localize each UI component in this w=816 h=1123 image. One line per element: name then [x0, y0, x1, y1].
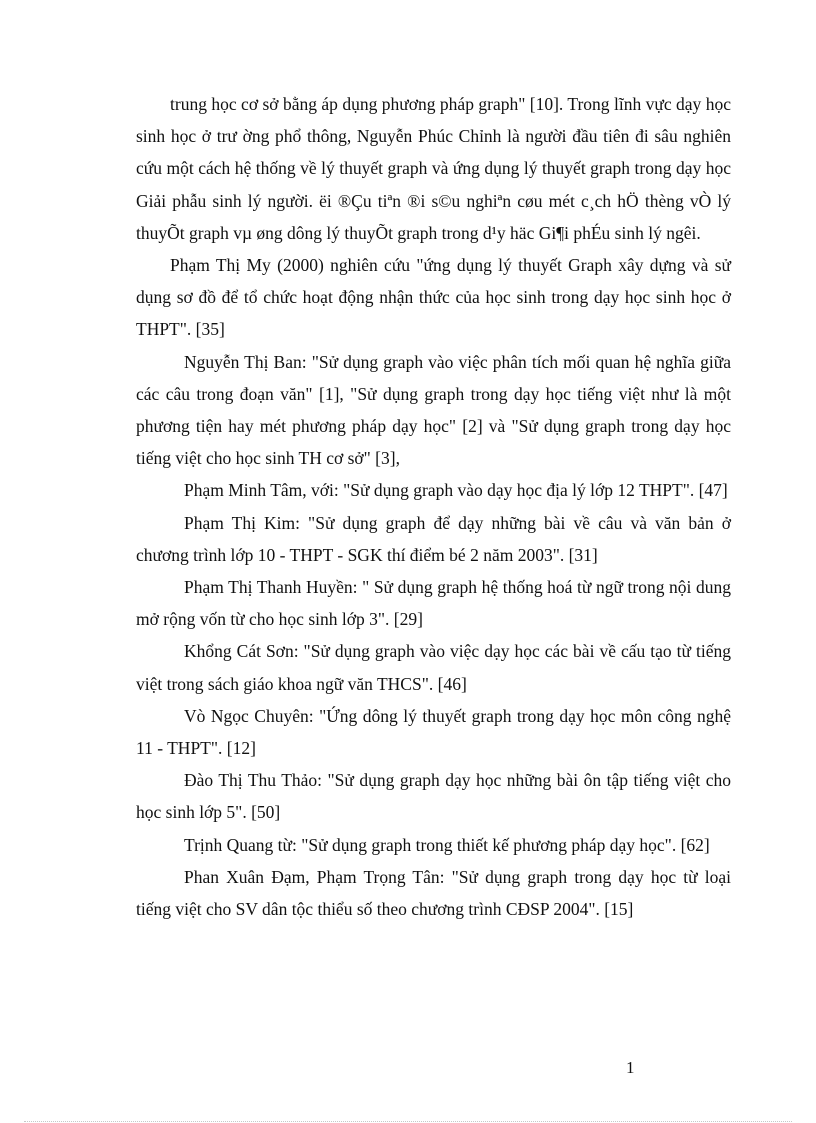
paragraph-6: Phạm Thị Thanh Huyền: " Sử dụng graph hệ thống hoá từ ngữ trong nội dung mở rộng vốn từ cho học sinh lớp 3". [29] [136, 577, 731, 630]
paragraph-10: Trịnh Quang từ: "Sử dụng graph trong thiết kế phương pháp dạy học". [62] [184, 834, 710, 855]
paragraph-2: Phạm Thị My (2000) nghiên cứu "ứng dụng lý thuyết Graph xây dựng và sử dụng sơ đồ để tổ chức hoạt động nhận thức của học sinh trong dạy học sinh học ở THPT". [35] [136, 255, 731, 340]
paragraph-3: Nguyễn Thị Ban: "Sử dụng graph vào việc phân tích mối quan hệ nghĩa giữa các câu trong đoạn văn" [1], "Sử dụng graph trong dạy học tiếng việt như là một phương tiện hay mét phương pháp dạy học" [2] và "Sử dụng graph trong dạy học tiếng việt cho học sinh TH cơ sở" [3], [136, 351, 731, 469]
paragraph-4: Phạm Minh Tâm, với: "Sử dụng graph vào dạy học địa lý lớp 12 THPT". [47] [184, 480, 728, 501]
paragraph-5: Phạm Thị Kim: "Sử dụng graph để dạy những bài về câu và văn bản ở chương trình lớp 10 - THPT - SGK thí điểm bé 2 năm 2003". [31] [136, 512, 731, 565]
paragraph-11: Phan Xuân Đạm, Phạm Trọng Tân: "Sử dụng graph trong dạy học từ loại tiếng việt cho SV dân tộc thiểu số theo chương trình CĐSP 2004". [15] [136, 866, 731, 920]
paragraph-7: Khổng Cát Sơn: "Sử dụng graph vào việc dạy học các bài về cấu tạo từ tiếng việt trong sách giáo khoa ngữ văn THCS". [46] [136, 641, 731, 694]
paragraph-9: Đào Thị Thu Thảo: "Sử dụng graph dạy học những bài ôn tập tiếng việt cho học sinh lớp 5". [50] [136, 770, 731, 823]
page-number: 1 [626, 1058, 635, 1077]
paragraph-8: Vò Ngọc Chuyên: "Ứng dông lý thuyết graph trong dạy học môn công nghệ 11 - THPT". [12] [136, 705, 731, 759]
body-text [136, 88, 731, 925]
page-bottom-divider [24, 1121, 792, 1122]
paragraph-1: trung học cơ sở bằng áp dụng phương pháp graph" [10]. Trong lĩnh vực dạy học sinh học ở trư ờng phổ thông, Nguyễn Phúc Chỉnh là người đầu tiên đi sâu nghiên cứu một cách hệ thống về lý thuyết graph và ứng dụng lý thuyết graph trong dạy học Giải phẫu sinh lý người. ëi ®Çu tiªn ®i s©u nghiªn cøu mét c¸ch hÖ thèng vÒ lý thuyÕt graph vµ øng dông lý thuyÕt graph trong d¹y häc Gi¶i phÉu sinh lý ngêi. [136, 94, 731, 243]
